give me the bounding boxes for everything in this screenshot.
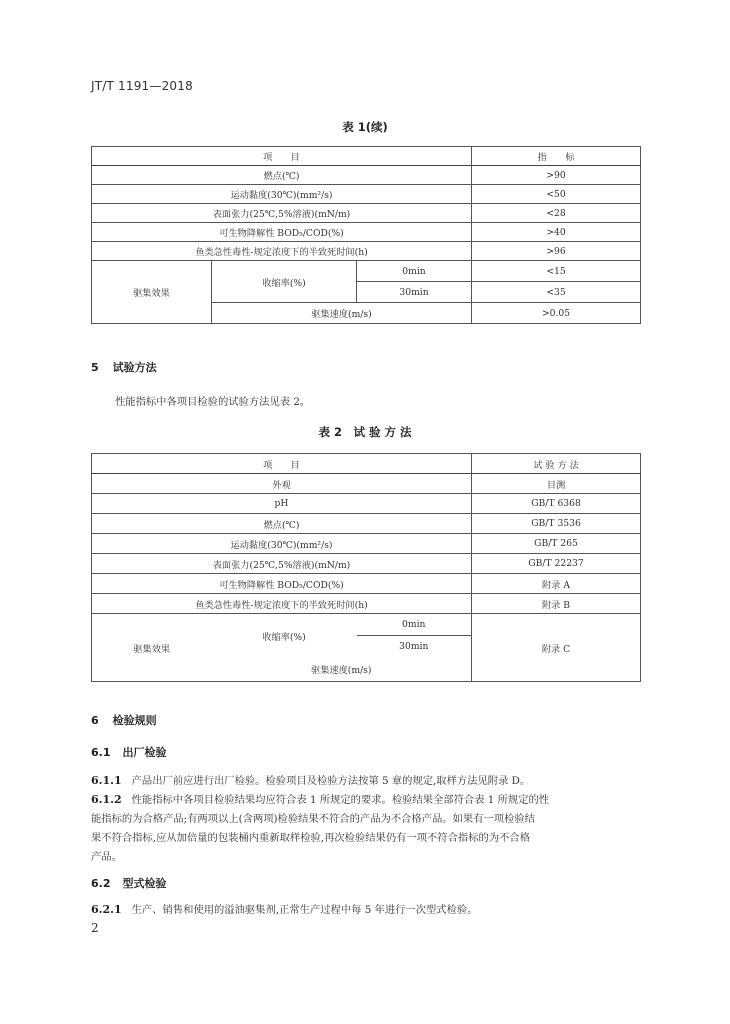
clause-text: 性能指标中各项目检验结果均应符合表 1 所规定的要求。检验结果全部符合表 1 所规定的性 (131, 794, 550, 806)
table1-value: <50 (472, 185, 641, 204)
table2-item: 燃点(℃) (92, 514, 472, 534)
table1-value: >0.05 (472, 303, 641, 324)
table1-value: <35 (472, 282, 641, 303)
table2 (91, 453, 641, 682)
table-row (92, 204, 641, 223)
paragraph-6-1-1 (91, 771, 639, 791)
table1-item: 燃点(℃) (92, 166, 472, 185)
paragraph-6-2-1 (91, 900, 639, 920)
table1-time: 30min (357, 282, 472, 303)
paragraph-6-1-2 (91, 790, 639, 867)
table1-item: 可生物降解性 BOD₅/COD(%) (92, 223, 472, 242)
table-row (92, 614, 641, 636)
section6-heading (91, 712, 157, 728)
page-number: 2 (91, 921, 99, 935)
table-row (92, 554, 641, 574)
table2-item: 鱼类急性毒性-规定浓度下的半致死时间(h) (92, 594, 472, 614)
table1-item: 表面张力(25℃,5%溶液)(mN/m) (92, 204, 472, 223)
section5-heading (91, 359, 157, 375)
section-number: 6.2 (91, 877, 111, 890)
table1-caption: 表 1(续) (342, 120, 388, 134)
table2-method: 目测 (472, 474, 641, 494)
section-title: 型式检验 (122, 877, 167, 890)
table-row (92, 223, 641, 242)
section-title: 试验方法 (112, 361, 157, 374)
table-row (92, 242, 641, 261)
table1-value: >96 (472, 242, 641, 261)
table2-header-row (92, 454, 641, 474)
table-row (92, 534, 641, 554)
section-number: 5 (91, 361, 99, 374)
table-row (92, 185, 641, 204)
table1-value: <15 (472, 261, 641, 282)
table1-header-row (92, 147, 641, 166)
standard-code: JT/T 1191—2018 (91, 79, 193, 93)
table1-value: <28 (472, 204, 641, 223)
table2-item: 运动黏度(30℃)(mm²/s) (92, 534, 472, 554)
table1-value: >90 (472, 166, 641, 185)
clause-number: 6.1.2 (91, 793, 122, 806)
table2-col-item: 项 目 (92, 454, 472, 474)
table1-col-value: 指 标 (472, 147, 641, 166)
table2-item: pH (92, 494, 472, 514)
table-row (92, 514, 641, 534)
table2-method: GB/T 265 (472, 534, 641, 554)
section61-heading (91, 744, 167, 760)
table2-time: 30min (357, 636, 472, 658)
paragraph-line (91, 790, 639, 810)
table1-value: >40 (472, 223, 641, 242)
table2-shrink-label: 收缩率(%) (212, 614, 357, 658)
section-title: 出厂检验 (122, 746, 167, 759)
table2-item: 可生物降解性 BOD₅/COD(%) (92, 574, 472, 594)
table-row (92, 166, 641, 185)
table-row (92, 494, 641, 514)
table2-item: 外观 (92, 474, 472, 494)
table-row (92, 474, 641, 494)
table2-item: 表面张力(25℃,5%溶液)(mN/m) (92, 554, 472, 574)
section62-heading (91, 875, 167, 891)
section-number: 6 (91, 714, 99, 727)
table2-method: 附录 B (472, 594, 641, 614)
table2-method: GB/T 6368 (472, 494, 641, 514)
table1-item: 鱼类急性毒性-规定浓度下的半致死时间(h) (92, 242, 472, 261)
table-row (92, 574, 641, 594)
table2-method: GB/T 3536 (472, 514, 641, 534)
section-number: 6.1 (91, 746, 111, 759)
section5-intro: 性能指标中各项目检验的试验方法见表 2。 (115, 396, 311, 408)
section-title: 检验规则 (112, 714, 157, 727)
table2-group-method: 附录 C (472, 614, 641, 682)
paragraph-line: 产品。 (91, 851, 122, 863)
clause-text: 产品出厂前应进行出厂检验。检验项目及检验方法按第 5 章的规定,取样方法见附录 D。 (131, 775, 531, 787)
table1-time: 0min (357, 261, 472, 282)
table2-speed-label: 驱集速度(m/s) (212, 658, 472, 682)
clause-text: 生产、销售和使用的溢油驱集剂,正常生产过程中每 5 年进行一次型式检验。 (131, 904, 478, 916)
table2-group-label: 驱集效果 (92, 614, 212, 682)
table1 (91, 146, 641, 324)
table-row (92, 594, 641, 614)
table2-caption: 表 2 试 验 方 法 (318, 425, 412, 439)
table1-shrink-label: 收缩率(%) (212, 261, 357, 303)
table-row (92, 261, 641, 282)
table1-speed-label: 驱集速度(m/s) (212, 303, 472, 324)
paragraph-line: 果不符合指标,应从加倍量的包装桶内重新取样检验,再次检验结果仍有一项不符合指标的为不合格 (91, 832, 531, 844)
table2-col-method: 试 验 方 法 (472, 454, 641, 474)
table2-time: 0min (357, 614, 472, 636)
table1-col-item: 项 目 (92, 147, 472, 166)
table2-method: GB/T 22237 (472, 554, 641, 574)
table1-group-label: 驱集效果 (92, 261, 212, 324)
clause-number: 6.1.1 (91, 774, 122, 787)
table1-item: 运动黏度(30℃)(mm²/s) (92, 185, 472, 204)
clause-number: 6.2.1 (91, 903, 122, 916)
table2-method: 附录 A (472, 574, 641, 594)
paragraph-line: 能指标的为合格产品;有两项以上(含两项)检验结果不符合的产品为不合格产品。如果有一项检验结 (91, 813, 535, 825)
